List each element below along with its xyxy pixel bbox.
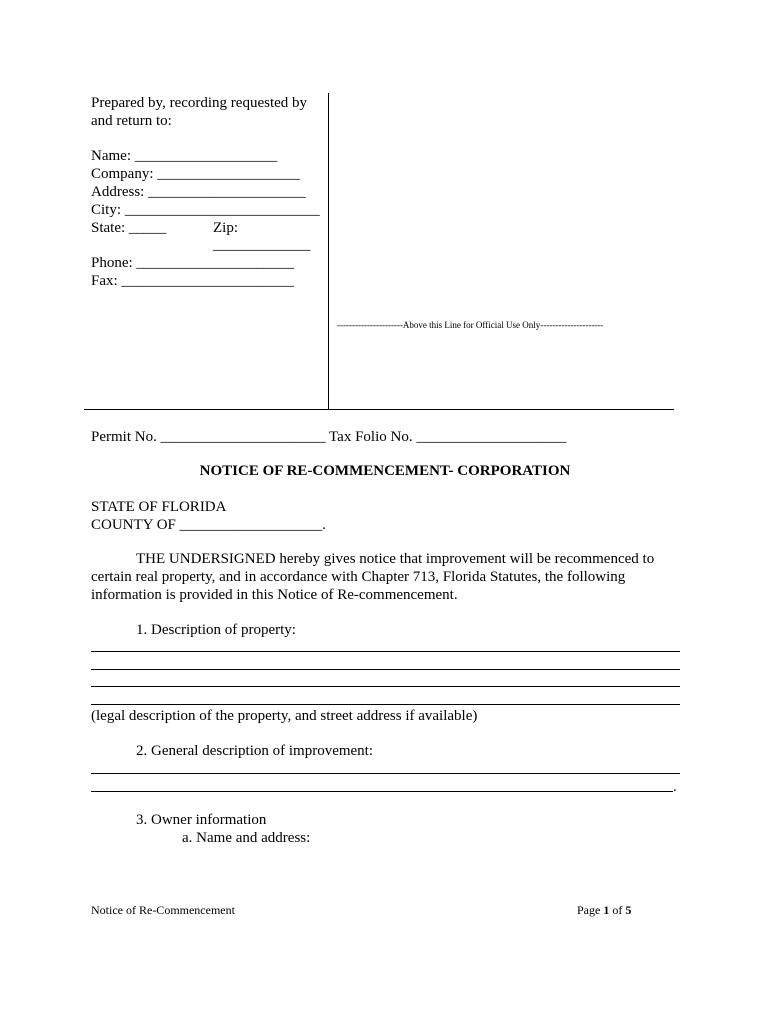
address-field[interactable]: Address: _____________________ [91,184,306,200]
zip-label: Zip: [213,220,238,236]
section-3-label: 3. Owner information [136,812,267,828]
header-vertical-divider [328,93,329,409]
permit-tax-folio-line[interactable]: Permit No. ______________________ Tax Folio No. ____________________ [91,429,567,445]
company-field[interactable]: Company: ___________________ [91,166,300,182]
header-horizontal-divider [84,409,674,410]
document-title: NOTICE OF RE-COMMENCEMENT- CORPORATION [199,463,571,479]
fax-field[interactable]: Fax: _______________________ [91,273,294,289]
property-description-line-4[interactable] [91,704,680,705]
page-current: 1 [603,903,610,917]
property-description-line-3[interactable] [91,686,680,687]
section-3a-label: a. Name and address: [182,830,311,846]
city-field[interactable]: City: __________________________ [91,202,320,218]
prepared-by-line-1: Prepared by, recording requested by [91,95,308,111]
page-of: of [612,903,623,917]
property-description-line-1[interactable] [91,651,680,652]
section-2-label: 2. General description of improvement: [136,743,374,759]
page-number [577,903,631,917]
improvement-period: . [673,779,677,795]
page-prefix: Page [577,903,601,917]
state-line: STATE OF FLORIDA [91,499,227,515]
improvement-description-line-2[interactable] [91,791,673,792]
official-use-notice: ----------------------Above this Line for Official Use Only--------------------- [337,320,604,330]
intro-paragraph-text: THE UNDERSIGNED hereby gives notice that improvement will be recommenced to certain real property, and in accordance with Chapter 713, Florida Statutes, the following information is provided in this Notice of Re-commencement. [91,551,655,603]
phone-field[interactable]: Phone: _____________________ [91,255,294,271]
state-field[interactable]: State: _____ [91,220,167,236]
prepared-by-line-2: and return to: [91,113,172,129]
section-1-label: 1. Description of property: [136,622,296,638]
property-description-line-2[interactable] [91,669,680,670]
intro-paragraph [91,550,671,604]
name-field[interactable]: Name: ___________________ [91,148,278,164]
zip-field[interactable]: _____________ [213,237,311,253]
footer-document-name: Notice of Re-Commencement [91,903,235,917]
county-line[interactable]: COUNTY OF ___________________. [91,517,326,533]
improvement-description-line-1[interactable] [91,773,680,774]
page-total: 5 [625,903,632,917]
property-description-caption: (legal description of the property, and street address if available) [91,708,478,724]
